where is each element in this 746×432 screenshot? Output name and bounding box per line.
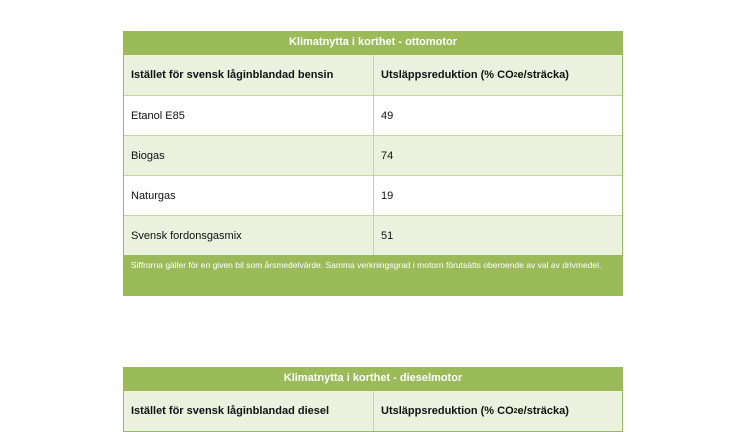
header-reduction-label-start: Utsläppsreduktion (% CO [381, 69, 514, 81]
fuel-name: Svensk fordonsgasmix [124, 216, 374, 255]
header-reduction-subscript: 2 [513, 407, 518, 415]
header-reduction-label-end: e/sträcka) [517, 405, 569, 417]
fuel-name: Biogas [124, 136, 374, 175]
climate-table-diesel [123, 367, 623, 432]
header-reduction-subscript: 2 [513, 71, 518, 79]
table-title: Klimatnytta i korthet - ottomotor [124, 32, 622, 55]
table-row [124, 135, 622, 175]
fuel-name: Naturgas [124, 176, 374, 215]
reduction-value: 51 [381, 229, 394, 242]
header-fuel-column: Istället för svensk låginblandad diesel [124, 391, 374, 431]
reduction-value: 74 [381, 149, 394, 162]
table-header-row [124, 55, 622, 95]
table-title: Klimatnytta i korthet - dieselmotor [124, 368, 622, 391]
table-header-row [124, 391, 622, 431]
reduction-value: 49 [381, 109, 394, 122]
table-row [124, 175, 622, 215]
fuel-name: Etanol E85 [124, 96, 374, 135]
table-row [124, 95, 622, 135]
table-row [124, 215, 622, 255]
reduction-value: 19 [381, 189, 394, 202]
header-reduction-label-start: Utsläppsreduktion (% CO [381, 405, 514, 417]
header-reduction-label-end: e/sträcka) [517, 69, 569, 81]
table-footnote: Siffrorna gäller för en given bil som årsmedelvärde. Samma verkningsgrad i motorn förutsätts oberoende av val av drivmedel. [124, 255, 622, 295]
climate-table-otto [123, 31, 623, 296]
header-fuel-column: Istället för svensk låginblandad bensin [124, 55, 374, 95]
header-reduction-column [374, 55, 622, 95]
header-reduction-column [374, 391, 622, 431]
